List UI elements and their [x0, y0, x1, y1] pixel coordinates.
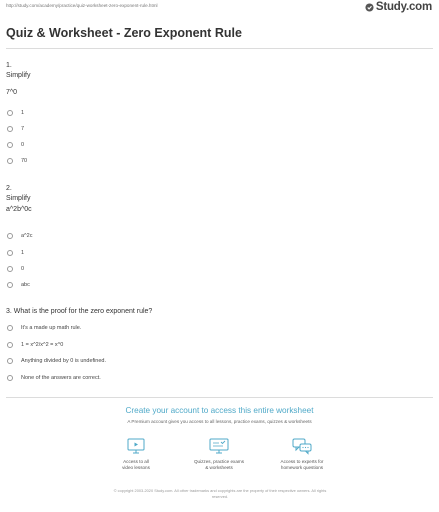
- question-number: 2.: [6, 185, 12, 192]
- radio-button[interactable]: [7, 375, 13, 381]
- question-expression: a^2b^0c: [6, 206, 32, 213]
- answer-option[interactable]: [7, 158, 27, 164]
- feature-video-lessons: [91, 437, 181, 471]
- feature-line: video lessons: [122, 465, 150, 470]
- option-label: 0: [21, 142, 25, 148]
- answer-option[interactable]: [7, 233, 32, 239]
- feature-text: [257, 459, 347, 471]
- feature-experts: [257, 437, 347, 471]
- question-3: [6, 307, 152, 317]
- radio-button[interactable]: [7, 110, 13, 116]
- radio-button[interactable]: [7, 358, 13, 364]
- feature-text: [91, 459, 181, 471]
- radio-button[interactable]: [7, 342, 13, 348]
- question-prompt: Simplify: [6, 194, 31, 202]
- question-text: [6, 307, 152, 317]
- question-expression: 7^0: [6, 89, 18, 96]
- feature-line: homework questions: [280, 465, 324, 470]
- option-label: It's a made up math rule.: [21, 325, 82, 331]
- radio-button[interactable]: [7, 266, 13, 272]
- option-label: 0: [21, 266, 25, 272]
- feature-quizzes: [174, 437, 264, 471]
- divider: [6, 397, 433, 398]
- question-prompt: What is the proof for the zero exponent rule?: [13, 308, 153, 315]
- logo-text: Study.com: [375, 1, 432, 13]
- radio-button[interactable]: [7, 282, 13, 288]
- divider: [6, 48, 433, 49]
- option-label: 1 = x^2/x^2 = x^0: [21, 342, 64, 348]
- question-1: [6, 61, 31, 98]
- question-number: 1.: [6, 62, 12, 69]
- radio-button[interactable]: [7, 126, 13, 132]
- question-2: [6, 184, 32, 215]
- option-label: Anything divided by 0 is undefined.: [21, 358, 107, 364]
- chat-bubbles-icon: [291, 437, 313, 455]
- radio-button[interactable]: [7, 233, 13, 239]
- question-prompt: Simplify: [6, 71, 31, 79]
- radio-button[interactable]: [7, 158, 13, 164]
- create-account-link[interactable]: Create your account to access this entire worksheet: [125, 406, 314, 415]
- answer-option[interactable]: [7, 266, 24, 272]
- page-title: Quiz & Worksheet - Zero Exponent Rule: [6, 26, 242, 40]
- feature-text: [174, 459, 264, 471]
- option-label: None of the answers are correct.: [21, 375, 101, 381]
- radio-button[interactable]: [7, 142, 13, 148]
- feature-line: Access to all: [123, 459, 149, 464]
- answer-option[interactable]: [7, 342, 63, 348]
- answer-option[interactable]: [7, 110, 24, 116]
- question-number: 3.: [6, 308, 12, 315]
- answer-option[interactable]: [7, 126, 24, 132]
- quiz-screen-icon: [208, 437, 230, 455]
- answer-option[interactable]: [7, 250, 24, 256]
- option-label: 7: [21, 126, 25, 132]
- answer-option[interactable]: [7, 358, 106, 364]
- option-label: 1: [21, 110, 25, 116]
- option-label: 1: [21, 250, 25, 256]
- logo-mark-icon: [365, 3, 374, 12]
- monitor-icon: [125, 437, 147, 455]
- answer-option[interactable]: [7, 282, 30, 288]
- answer-option[interactable]: [7, 375, 101, 381]
- option-label: abc: [21, 282, 30, 288]
- cta-subtitle: A Premium account gives you access to all lessons, practice exams, quizzes & worksheets: [127, 419, 312, 424]
- answer-option[interactable]: [7, 325, 81, 331]
- copyright: [60, 488, 380, 499]
- option-label: 70: [21, 158, 28, 164]
- radio-button[interactable]: [7, 250, 13, 256]
- feature-line: Access to experts for: [280, 459, 324, 464]
- radio-button[interactable]: [7, 325, 13, 331]
- copyright-line: reserved.: [211, 493, 229, 499]
- feature-line: Quizzes, practice exams: [193, 459, 245, 464]
- study-logo[interactable]: [365, 1, 432, 13]
- copyright-line: © copyright 2003-2020 Study.com. All other trademarks and copyrights are the property of their respective owners. All rights: [113, 488, 327, 493]
- answer-option[interactable]: [7, 142, 24, 148]
- option-label: a^2c: [21, 233, 33, 239]
- feature-line: & worksheets: [205, 465, 233, 470]
- page-url: http://study.com/academy/practice/quiz-worksheet-zero-exponent-rule.html: [6, 3, 158, 8]
